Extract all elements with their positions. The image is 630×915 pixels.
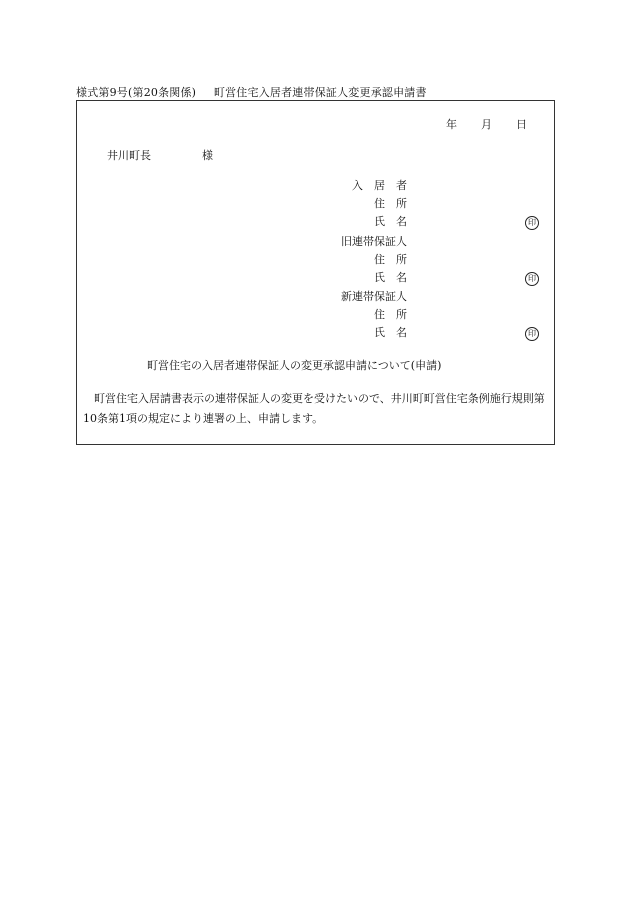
tenant-label: 入 居 者 bbox=[352, 179, 407, 192]
form-number: 様式第9号(第20条関係) bbox=[76, 86, 197, 99]
form-title: 町営住宅入居者連帯保証人変更承認申請書 bbox=[213, 86, 427, 99]
date-day: 日 bbox=[516, 118, 527, 131]
body-text: 町営住宅入居請書表示の連帯保証人の変更を受けたいので、井川町町営住宅条例施行規則第10条第1項の規定により連署の上、申請します。 bbox=[83, 392, 545, 425]
date-year: 年 bbox=[446, 118, 457, 131]
addressee-name: 井川町長 bbox=[107, 149, 151, 162]
old-guarantor-address-label: 住 所 bbox=[374, 253, 407, 266]
date-month: 月 bbox=[481, 118, 492, 131]
tenant-seal-icon: 印 bbox=[525, 216, 539, 230]
old-guarantor-name-label: 氏 名 bbox=[374, 271, 407, 284]
new-guarantor-label: 新連帯保証人 bbox=[341, 290, 407, 303]
new-guarantor-name-label: 氏 名 bbox=[374, 326, 407, 339]
subject-line: 町営住宅の入居者連帯保証人の変更承認申請について(申請) bbox=[147, 359, 442, 372]
addressee-honorific: 様 bbox=[202, 149, 213, 162]
old-guarantor-seal-icon: 印 bbox=[525, 272, 539, 286]
form-header bbox=[76, 84, 427, 100]
tenant-name-label: 氏 名 bbox=[374, 215, 407, 228]
new-guarantor-address-label: 住 所 bbox=[374, 308, 407, 321]
new-guarantor-seal-icon: 印 bbox=[525, 327, 539, 341]
old-guarantor-label: 旧連帯保証人 bbox=[341, 235, 407, 248]
tenant-address-label: 住 所 bbox=[374, 197, 407, 210]
application-form bbox=[76, 100, 555, 445]
